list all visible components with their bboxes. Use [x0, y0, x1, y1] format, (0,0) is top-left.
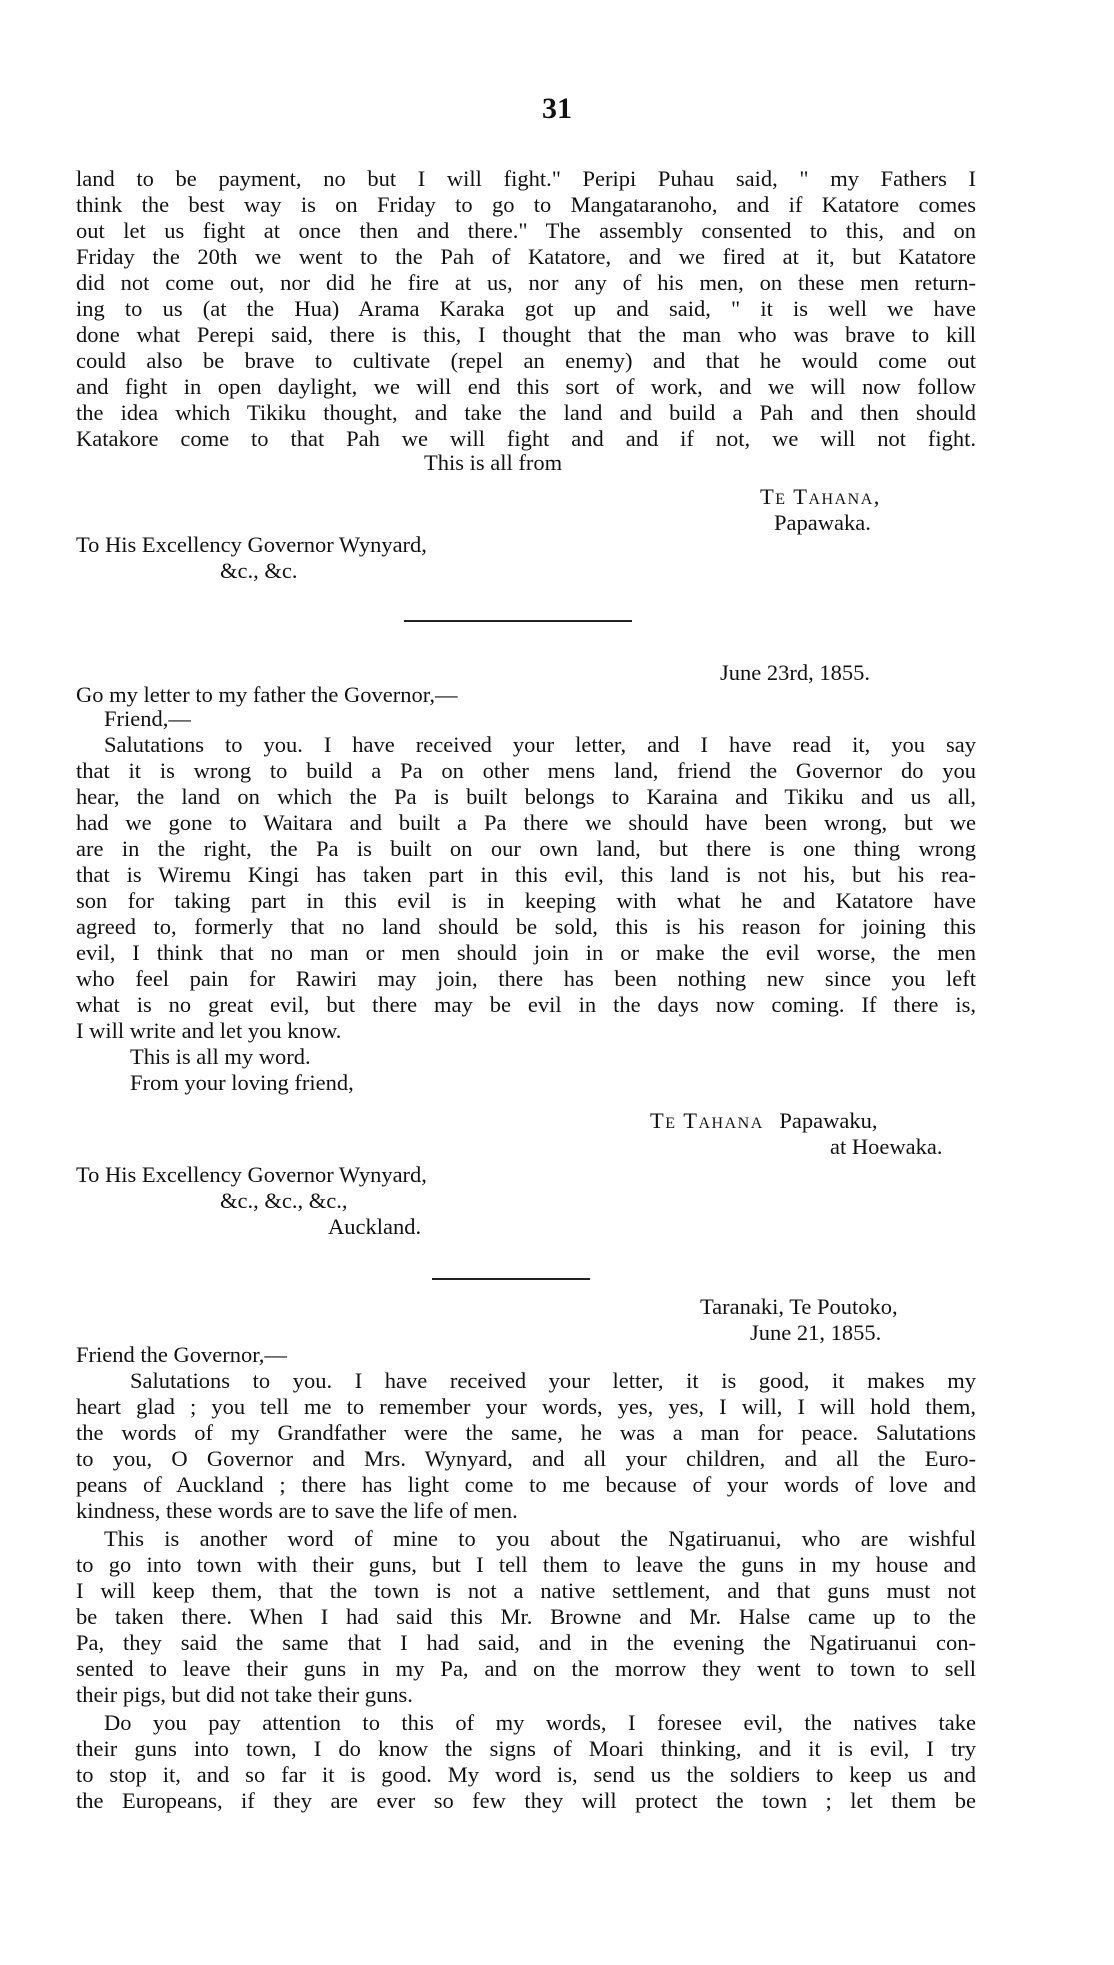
text-line: that is Wiremu Kingi has taken part in this evil, this land is not his, but his rea- [76, 862, 976, 887]
signature [650, 1108, 878, 1134]
text-line: to go into town with their guns, but I tell them to leave the guns in my house and [76, 1552, 976, 1577]
text-line: could also be brave to cultivate (repel an enemy) and that he would come out [76, 348, 976, 373]
text-line: the idea which Tikiku thought, and take the land and build a Pah and then should [76, 400, 976, 425]
address-line: Auckland. [328, 1214, 422, 1239]
text-line: son for taking part in this evil is in keeping with what he and Katatore have [76, 888, 976, 913]
closing: This is all from [424, 450, 563, 475]
signature-name: Te Tahana, [760, 484, 881, 509]
salutation: Friend,— [104, 706, 191, 731]
text-line: sented to leave their guns in my Pa, and on the morrow they went to town to sell [76, 1656, 976, 1681]
text-line: who feel pain for Rawiri may join, there has been nothing new since you left [76, 966, 976, 991]
letter-date: June 21, 1855. [750, 1320, 882, 1345]
section-divider [432, 1278, 590, 1280]
address-line: To His Excellency Governor Wynyard, [76, 1162, 427, 1187]
text-line: Pa, they said the same that I had said, and in the evening the Ngatiruanui con- [76, 1630, 976, 1655]
text-line: ing to us (at the Hua) Arama Karaka got up and said, " it is well we have [76, 296, 976, 321]
text-line: their pigs, but did not take their guns. [76, 1682, 413, 1707]
text-line: peans of Auckland ; there has light come to me because of your words of love and [76, 1472, 976, 1497]
text-line: out let us fight at once then and there." The assembly consented to this, and on [76, 218, 976, 243]
text-line: hear, the land on which the Pa is built belongs to Karaina and Tikiku and us all, [76, 784, 976, 809]
section-divider [404, 620, 632, 622]
letter-place: Taranaki, Te Poutoko, [700, 1294, 898, 1319]
text-line: that it is wrong to build a Pa on other mens land, friend the Governor do you [76, 758, 976, 783]
closing: This is all my word. [130, 1044, 311, 1069]
signature-place: at Hoewaka. [830, 1134, 943, 1159]
text-line: This is another word of mine to you about the Ngatiruanui, who are wishful [104, 1526, 976, 1551]
signature-rest: Papawaku, [779, 1108, 878, 1133]
text-line: are in the right, the Pa is built on our own land, but there is one thing wrong [76, 836, 976, 861]
text-line: did not come out, nor did he fire at us, nor any of his men, on these men return- [76, 270, 976, 295]
text-line: heart glad ; you tell me to remember your words, yes, yes, I will, I will hold them, [76, 1394, 976, 1419]
text-line: I will write and let you know. [76, 1018, 342, 1043]
address-line: &c., &c., &c., [220, 1188, 348, 1213]
text-line: Katakore come to that Pah we will fight and and if not, we will not fight. [76, 426, 976, 451]
address-line: To His Excellency Governor Wynyard, [76, 532, 427, 557]
text-line: the words of my Grandfather were the same, he was a man for peace. Salutations [76, 1420, 976, 1445]
closing: From your loving friend, [130, 1070, 354, 1095]
text-line: the Europeans, if they are ever so few they will protect the town ; let them be [76, 1788, 976, 1813]
text-line: to stop it, and so far it is good. My word is, send us the soldiers to keep us and [76, 1762, 976, 1787]
signature-name: Te Tahana [650, 1108, 764, 1133]
letter-heading: Go my letter to my father the Governor,— [76, 682, 458, 707]
text-line: be taken there. When I had said this Mr. Browne and Mr. Halse came up to the [76, 1604, 976, 1629]
text-line: their guns into town, I do know the signs of Moari thinking, and it is evil, I try [76, 1736, 976, 1761]
address-line: &c., &c. [220, 558, 298, 583]
text-line: Salutations to you. I have received your letter, it is good, it makes my [130, 1368, 976, 1393]
text-line: I will keep them, that the town is not a native settlement, and that guns must not [76, 1578, 976, 1603]
text-line: agreed to, formerly that no land should be sold, this is his reason for joining this [76, 914, 976, 939]
letter-date: June 23rd, 1855. [720, 660, 870, 685]
text-line: Do you pay attention to this of my words, I foresee evil, the natives take [104, 1710, 976, 1735]
text-line: done what Perepi said, there is this, I thought that the man who was brave to kill [76, 322, 976, 347]
text-line: had we gone to Waitara and built a Pa there we should have been wrong, but we [76, 810, 976, 835]
salutation: Friend the Governor,— [76, 1342, 287, 1367]
text-line: Salutations to you. I have received your letter, and I have read it, you say [104, 732, 976, 757]
text-line: evil, I think that no man or men should join in or make the evil worse, the men [76, 940, 976, 965]
text-line: to you, O Governor and Mrs. Wynyard, and all your children, and all the Euro- [76, 1446, 976, 1471]
signature-place: Papawaka. [774, 510, 871, 535]
text-line: think the best way is on Friday to go to Mangataranoho, and if Katatore comes [76, 192, 976, 217]
text-line: land to be payment, no but I will fight." Peripi Puhau said, " my Fathers I [76, 166, 976, 191]
page-number: 31 [542, 92, 572, 125]
text-line: kindness, these words are to save the life of men. [76, 1498, 518, 1523]
text-line: what is no great evil, but there may be evil in the days now coming. If there is, [76, 992, 976, 1017]
text-line: Friday the 20th we went to the Pah of Katatore, and we fired at it, but Katatore [76, 244, 976, 269]
text-line: and fight in open daylight, we will end this sort of work, and we will now follow [76, 374, 976, 399]
